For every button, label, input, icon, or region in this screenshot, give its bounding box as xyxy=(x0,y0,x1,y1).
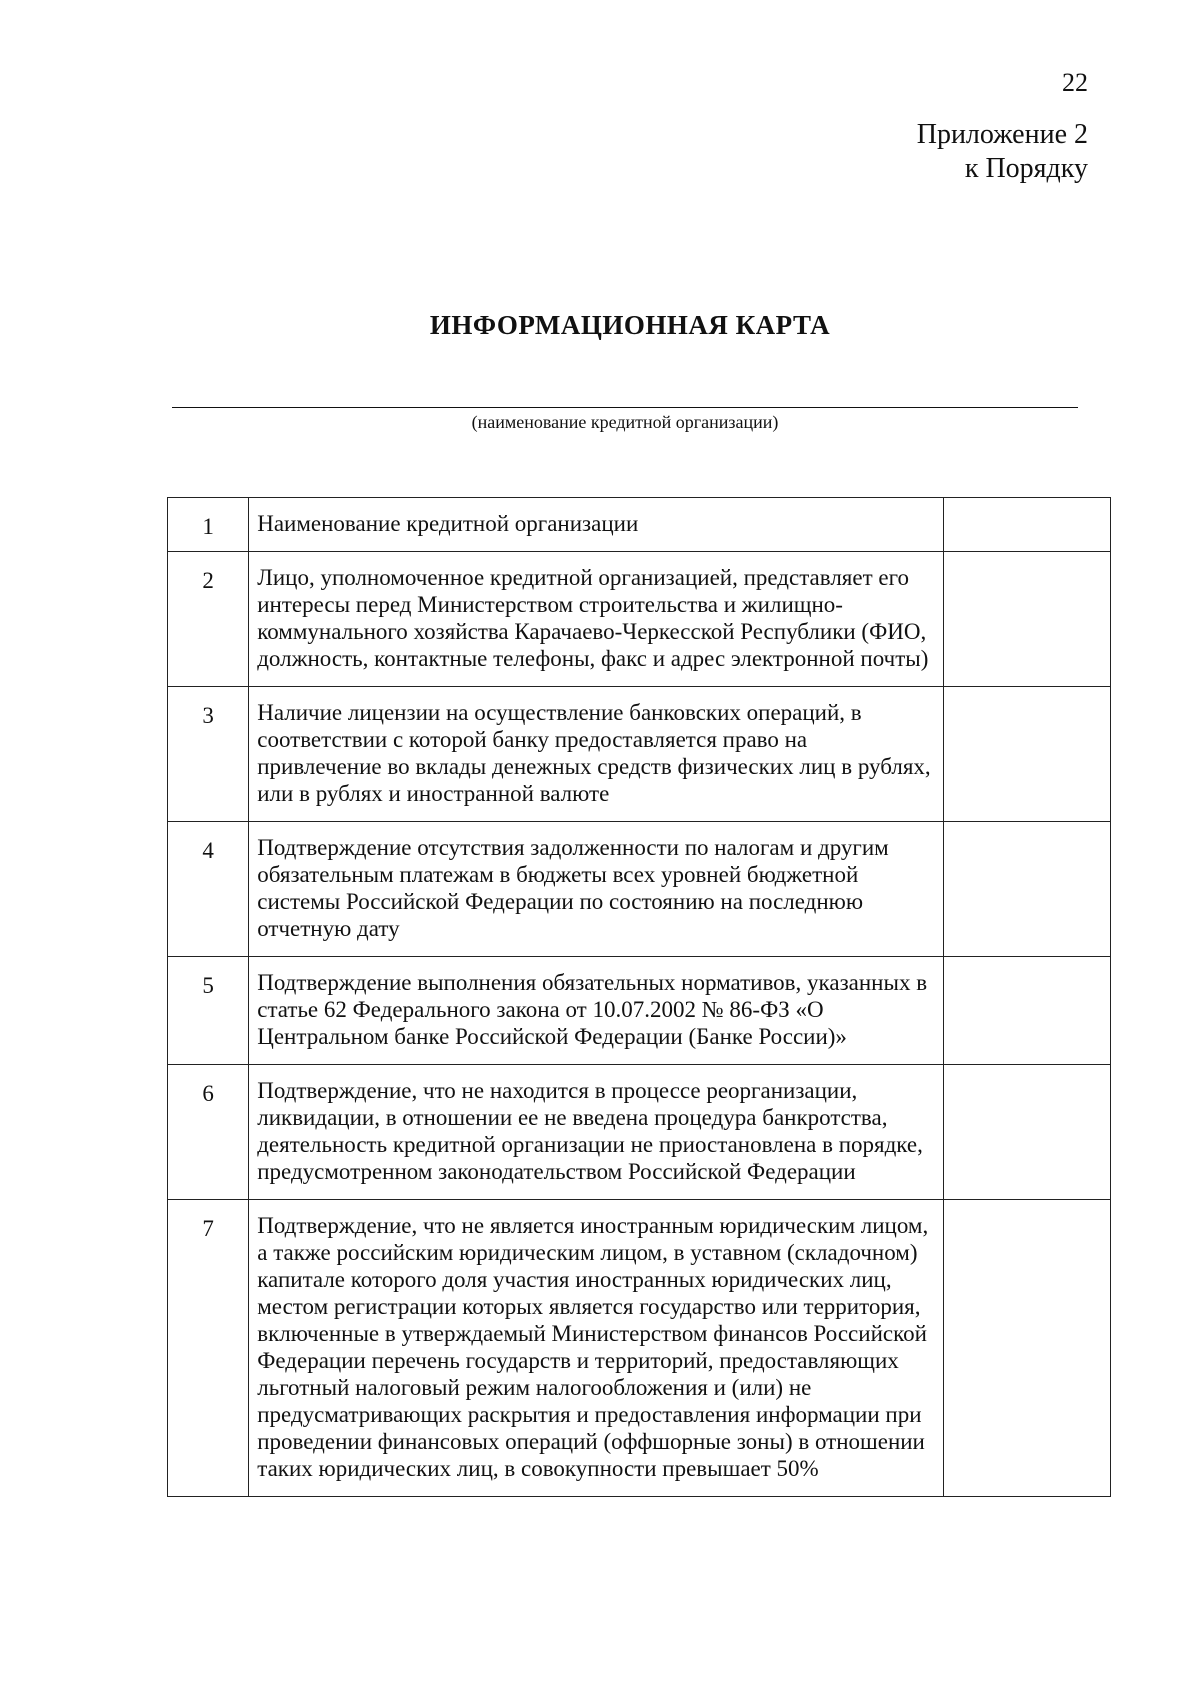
table-row xyxy=(168,1065,1111,1200)
row-text: Подтверждение отсутствия задолженности по налогам и другим обязательным платежам в бюджеты всех уровней бюджетной системы Российской Федерации по состоянию на последнюю отчетную дату xyxy=(249,822,944,957)
page-number: 22 xyxy=(1062,68,1088,97)
row-number: 1 xyxy=(168,498,249,552)
organization-name-line xyxy=(172,407,1078,408)
table-row xyxy=(168,957,1111,1065)
row-value-cell xyxy=(944,687,1111,822)
row-number: 7 xyxy=(168,1200,249,1497)
table-row xyxy=(168,552,1111,687)
table-row xyxy=(168,687,1111,822)
appendix-subtitle: к Порядку xyxy=(964,153,1088,184)
appendix-title: Приложение 2 xyxy=(916,119,1088,150)
row-value-cell xyxy=(944,1065,1111,1200)
row-text: Лицо, уполномоченное кредитной организацией, представляет его интересы перед Министерством строительства и жилищно-коммунального хозяйства Карачаево-Черкесской Республики (ФИО, должность, контактные телефоны, факс и адрес электронной почты) xyxy=(249,552,944,687)
row-text: Подтверждение, что не находится в процессе реорганизации, ликвидации, в отношении ее не введена процедура банкротства, деятельность кредитной организации не приостановлена в порядке, предусмотренном законодательством Российской Федерации xyxy=(249,1065,944,1200)
row-number: 5 xyxy=(168,957,249,1065)
appendix-reference xyxy=(917,118,1088,186)
info-table xyxy=(167,497,1111,1497)
organization-name-caption: (наименование кредитной организации) xyxy=(471,412,779,432)
table-row xyxy=(168,1200,1111,1497)
row-number: 6 xyxy=(168,1065,249,1200)
table-row xyxy=(168,498,1111,552)
table-row xyxy=(168,822,1111,957)
row-value-cell xyxy=(944,498,1111,552)
row-value-cell xyxy=(944,957,1111,1065)
row-value-cell xyxy=(944,552,1111,687)
document-title: ИНФОРМАЦИОННАЯ КАРТА xyxy=(429,310,831,340)
row-value-cell xyxy=(944,822,1111,957)
row-number: 3 xyxy=(168,687,249,822)
row-text: Наличие лицензии на осуществление банковских операций, в соответствии с которой банку предоставляется право на привлечение во вклады денежных средств физических лиц в рублях, или в рублях и иностранной валюте xyxy=(249,687,944,822)
row-text: Наименование кредитной организации xyxy=(249,498,944,552)
row-text: Подтверждение выполнения обязательных нормативов, указанных в статье 62 Федерального закона от 10.07.2002 № 86-ФЗ «О Центральном банке Российской Федерации (Банке России)» xyxy=(249,957,944,1065)
row-number: 4 xyxy=(168,822,249,957)
row-text: Подтверждение, что не является иностранным юридическим лицом, а также российским юридическим лицом, в уставном (складочном) капитале которого доля участия иностранных юридических лиц, местом регистрации которых является государство или территория, включенные в утверждаемый Министерством финансов Российской Федерации перечень государств и территорий, предоставляющих льготный налоговый режим налогообложения и (или) не предусматривающих раскрытия и предоставления информации при проведении финансовых операций (оффшорные зоны) в отношении таких юридических лиц, в совокупности превышает 50% xyxy=(249,1200,944,1497)
row-value-cell xyxy=(944,1200,1111,1497)
row-number: 2 xyxy=(168,552,249,687)
